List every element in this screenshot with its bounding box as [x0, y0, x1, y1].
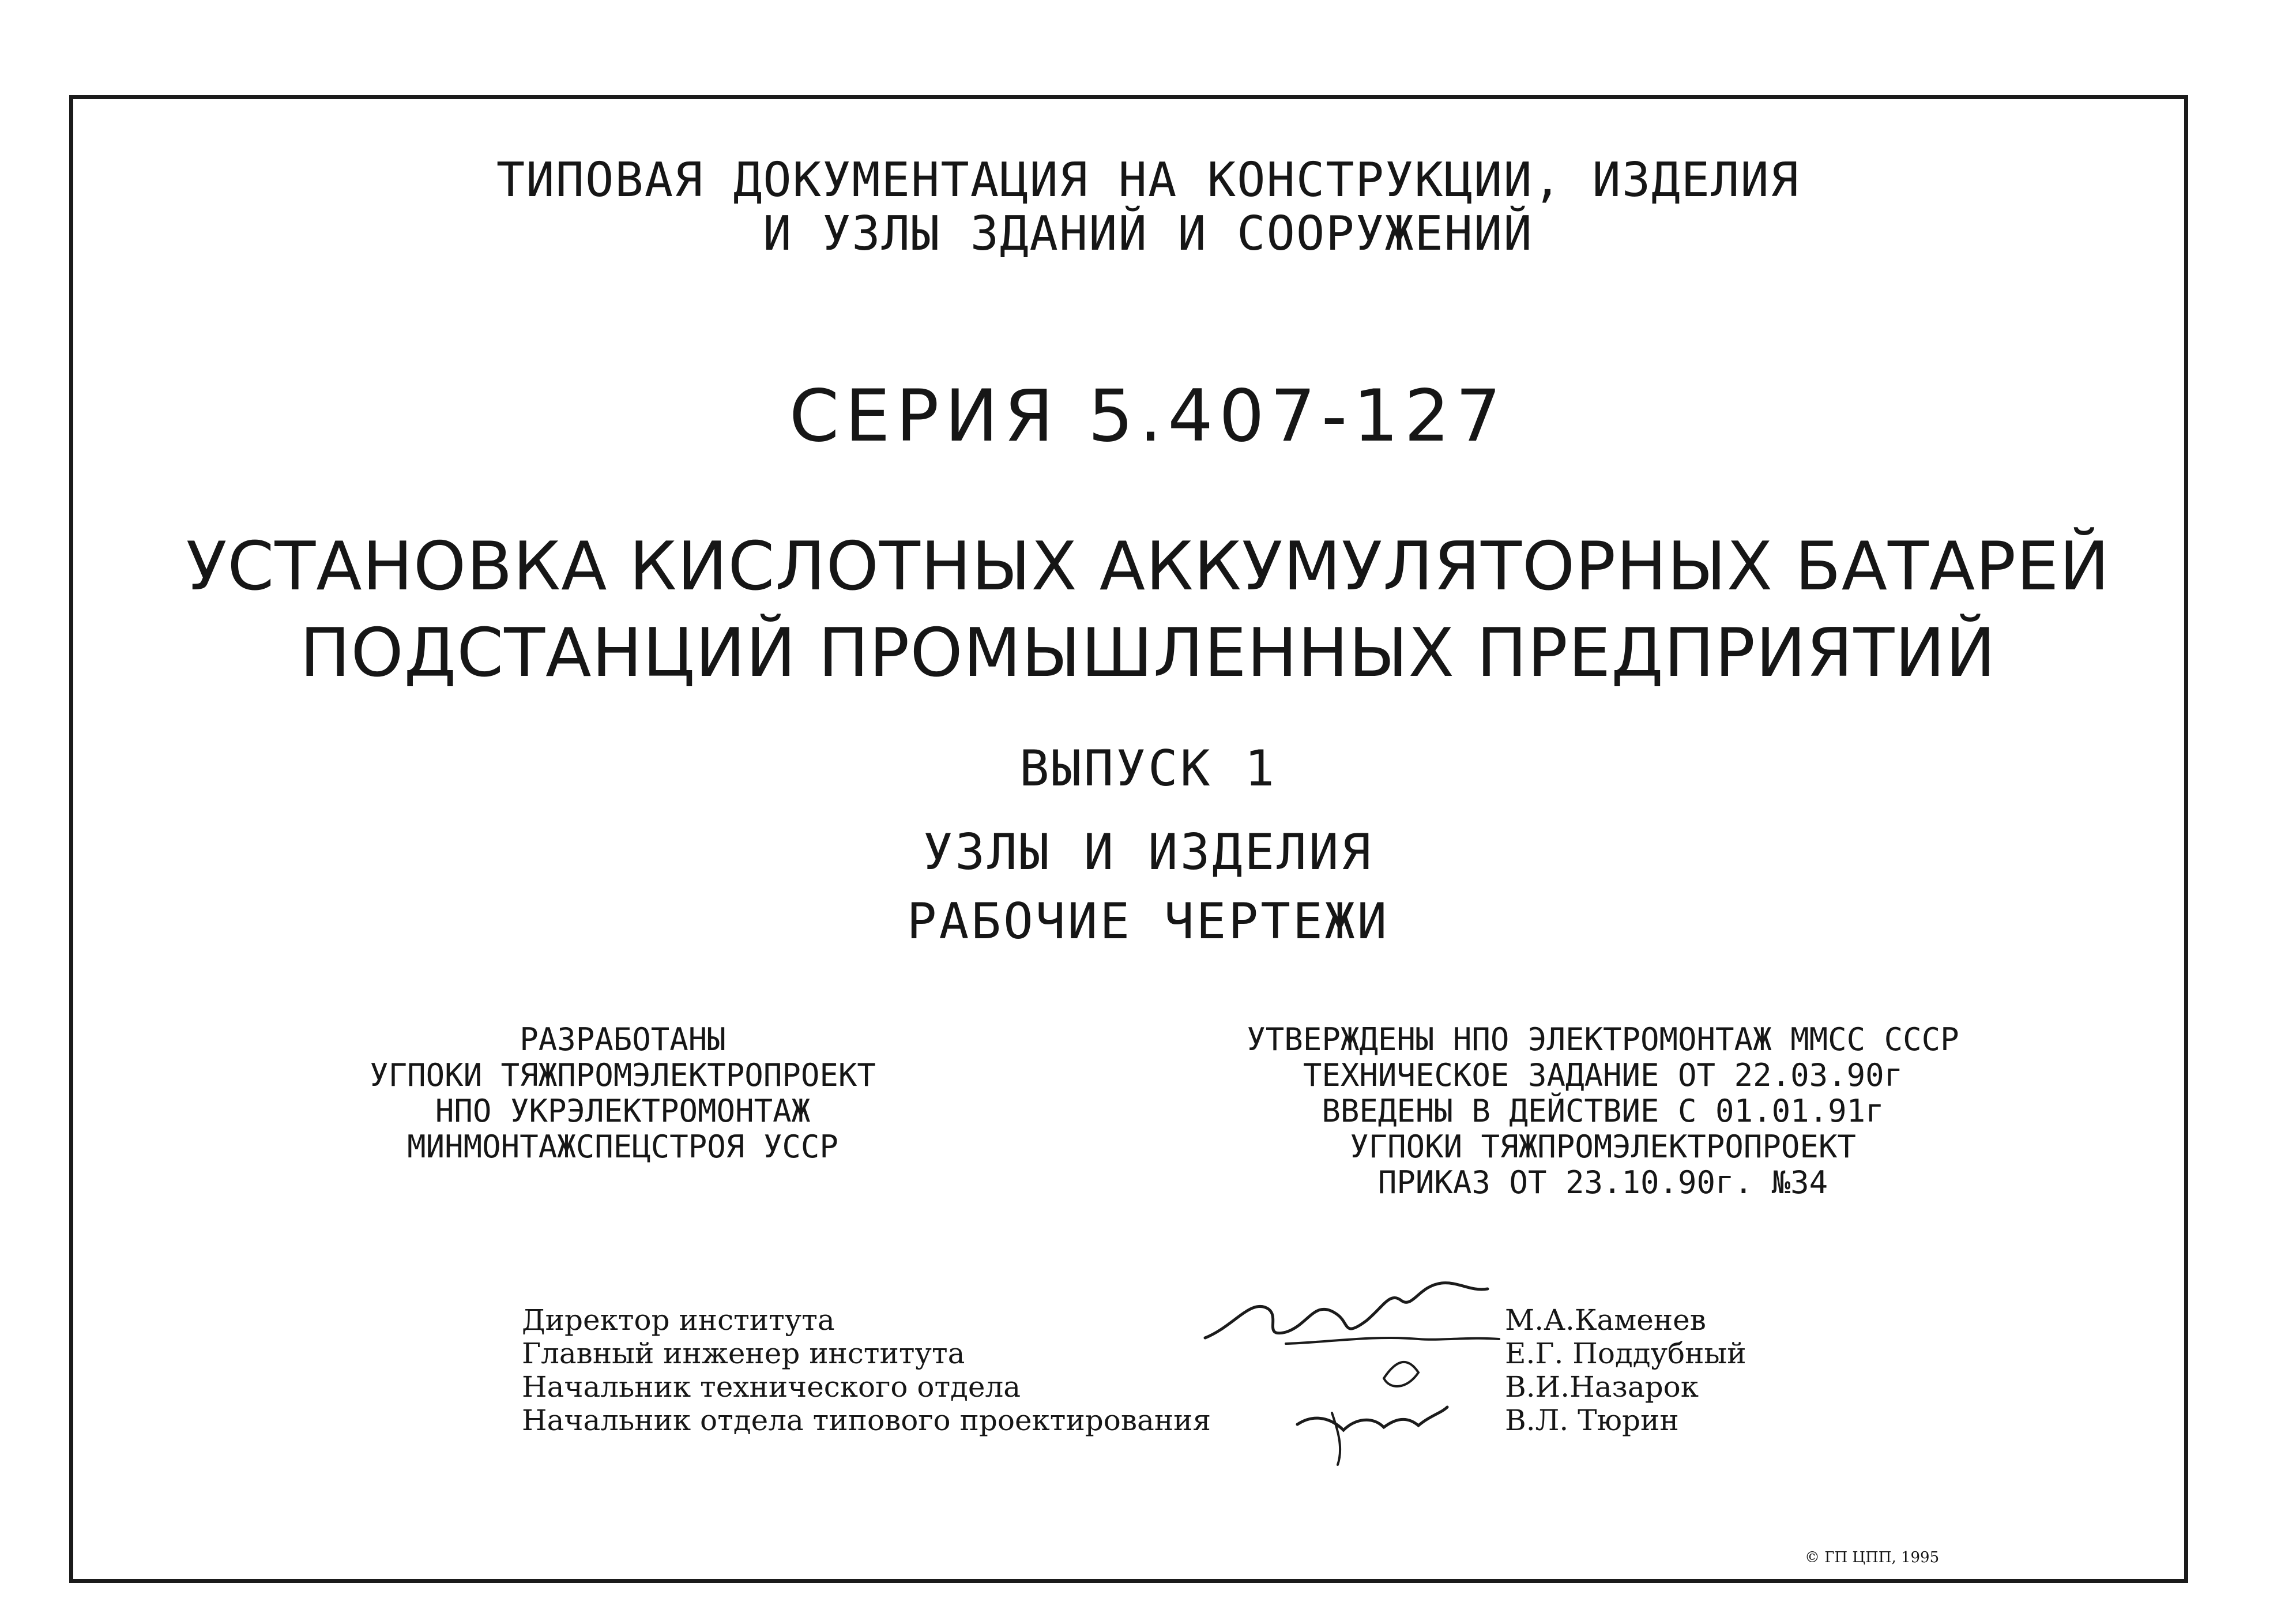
series-title: СЕРИЯ 5.407-127 [789, 375, 1507, 458]
header-line-1: ТИПОВАЯ ДОКУМЕНТАЦИЯ НА КОНСТРУКЦИИ, ИЗДЕЛИЯ [496, 153, 1800, 208]
signatory-name: Е.Г. Поддубный [1505, 1337, 1747, 1370]
developed-by-block [300, 1022, 946, 1165]
signatory-position: Главный инженер института [522, 1337, 965, 1370]
main-title-line-2: ПОДСТАНЦИЙ ПРОМЫШЛЕННЫХ ПРЕДПРИЯТИЙ [300, 614, 1996, 692]
signatory-position: Начальник технического отдела [522, 1370, 1021, 1404]
signatory-name: М.А.Каменев [1505, 1303, 1706, 1337]
approval-line: ВВЕДЕНЫ В ДЕЙСТВИЕ С 01.01.91г [1322, 1093, 1884, 1129]
signatory-positions [522, 1303, 1211, 1437]
approval-line: ПРИКАЗ ОТ 23.10.90г. №34 [1377, 1164, 1828, 1201]
copyright-note: © ГП ЦПП, 1995 [1805, 1549, 1940, 1566]
developed-line: МИНМОНТАЖСПЕЦСТРОЯ УССР [407, 1129, 838, 1165]
developed-line: РАЗРАБОТАНЫ [520, 1021, 726, 1058]
signatory-names [1505, 1303, 1747, 1437]
issue-subtitle-1: УЗЛЫ И ИЗДЕЛИЯ [923, 823, 1373, 881]
signatory-position: Директор института [522, 1303, 835, 1337]
issue-number: ВЫПУСК 1 [1019, 740, 1277, 798]
developed-line: УГПОКИ ТЯЖПРОМЭЛЕКТРОПРОЕКТ [370, 1057, 876, 1093]
signatory-position: Начальник отдела типового проектирования [522, 1404, 1211, 1437]
signatory-name: В.Л. Тюрин [1505, 1404, 1679, 1437]
main-title-line-1: УСТАНОВКА КИСЛОТНЫХ АККУМУЛЯТОРНЫХ БАТАРЕЙ [186, 528, 2110, 606]
header-line-2: И УЗЛЫ ЗДАНИЙ И СООРУЖЕНИЙ [763, 206, 1533, 261]
issue-subtitle-2: РАБОЧИЕ ЧЕРТЕЖИ [906, 893, 1390, 950]
approval-line: УТВЕРЖДЕНЫ НПО ЭЛЕКТРОМОНТАЖ ММСС СССР [1247, 1021, 1959, 1058]
handwritten-signatures [1199, 1274, 1522, 1471]
signatory-name: В.И.Назарок [1505, 1370, 1699, 1404]
approval-line: УГПОКИ ТЯЖПРОМЭЛЕКТРОПРОЕКТ [1350, 1129, 1856, 1165]
approval-line: ТЕХНИЧЕСКОЕ ЗАДАНИЕ ОТ 22.03.90г [1303, 1057, 1903, 1093]
approval-block [1159, 1022, 2047, 1201]
developed-line: НПО УКРЭЛЕКТРОМОНТАЖ [435, 1093, 811, 1129]
